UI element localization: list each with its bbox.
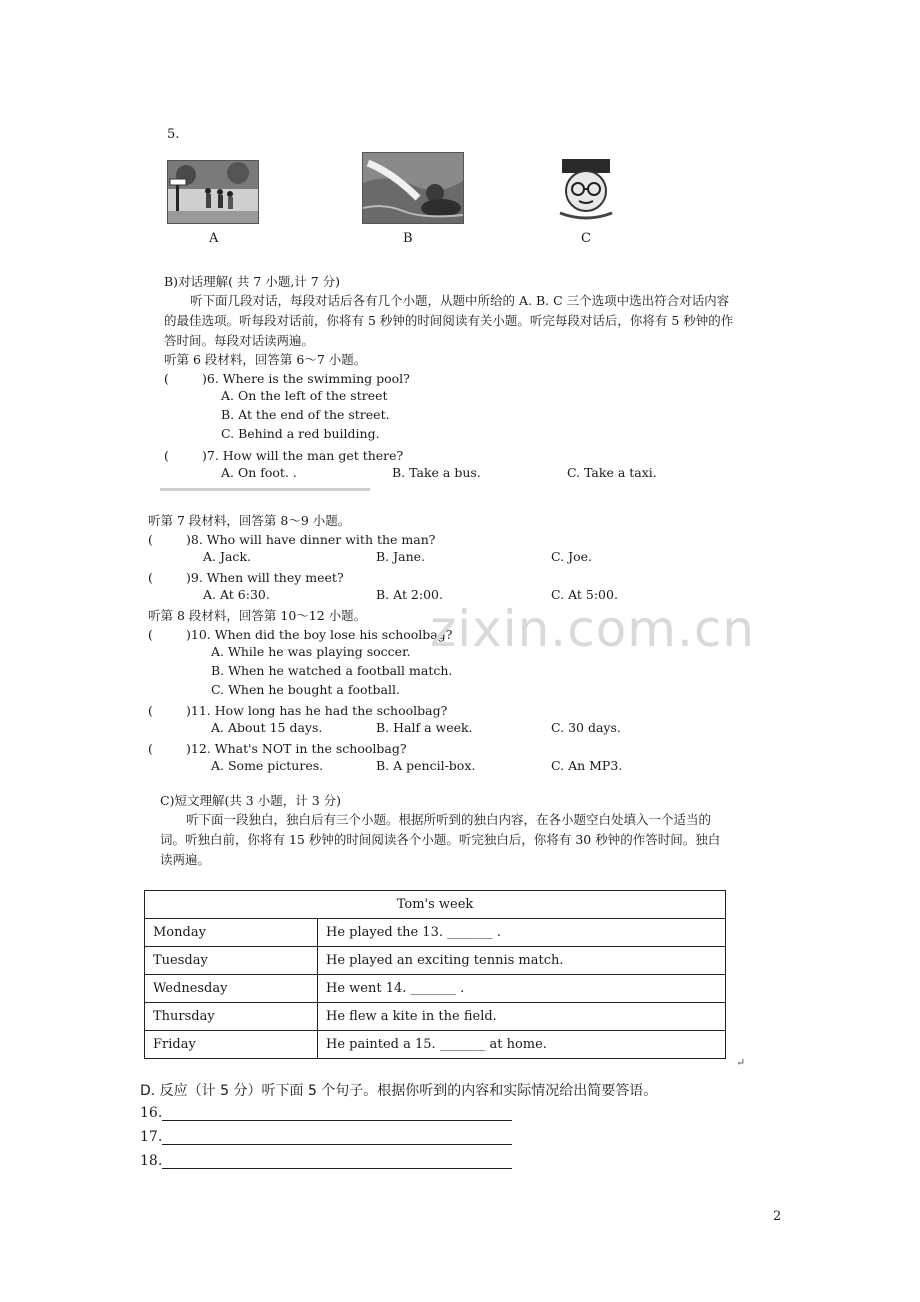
q12-option-a: A. Some pictures. <box>211 758 324 773</box>
table-activity-cell: He went 14. _______ . <box>318 975 726 1003</box>
answer-paren: ( <box>148 532 153 547</box>
q6-option-b: B. At the end of the street. <box>221 407 390 422</box>
q7-option-a: A. On foot. . <box>221 465 297 480</box>
answer-paren: ( <box>148 570 153 585</box>
section-d-title: D. 反应（计 5 分）听下面 5 个句子。根据你听到的内容和实际情况给出简要答语。 <box>140 1083 658 1099</box>
question-7-text: )7. How will the man get there? <box>202 448 404 463</box>
toms-week-table <box>144 890 726 1059</box>
question-9-text: )9. When will they meet? <box>186 570 344 585</box>
section-b-title: B)对话理解( 共 7 小题,计 7 分) <box>164 274 341 289</box>
picture-b-swimmer <box>362 152 464 224</box>
q9-option-a: A. At 6:30. <box>203 587 270 602</box>
picture-a-label: A <box>209 231 219 246</box>
question-6-text: )6. Where is the swimming pool? <box>202 371 410 386</box>
q9-option-b: B. At 2:00. <box>376 587 443 602</box>
q9-option-c: C. At 5:00. <box>551 587 618 602</box>
q11-option-c: C. 30 days. <box>551 720 621 735</box>
picture-c-cartoon-face <box>550 155 622 225</box>
picture-c-label: C <box>581 231 591 246</box>
table-header-row <box>145 891 726 919</box>
table-title: Tom's week <box>145 891 726 919</box>
question-10 <box>148 625 452 644</box>
q6-option-c: C. Behind a red building. <box>221 426 380 441</box>
answer-paren: ( <box>148 703 153 718</box>
section-c-instructions: 听下面一段独白，独白后有三个小题。根据所听到的独白内容，在各小题空白处填入一个适当的词。听独白前，你将有 15 秒钟的时间阅读各个小题。听完独白后，你将有 30 秒钟的作答时间。独白读两遍。 <box>160 812 721 867</box>
answer-number: 17. <box>140 1129 163 1145</box>
answer-line-16 <box>140 1104 512 1121</box>
q11-option-b: B. Half a week. <box>376 720 473 735</box>
answer-paren: ( <box>148 741 153 756</box>
answer-number: 16. <box>140 1105 163 1121</box>
table-row <box>145 1003 726 1031</box>
watermark: zixin.com.cn <box>430 600 756 658</box>
table-day-cell: Monday <box>145 919 318 947</box>
answer-line-17 <box>140 1128 512 1145</box>
table-activity-cell: He played an exciting tennis match. <box>318 947 726 975</box>
dialogue-6-heading: 听第 6 段材料，回答第 6～7 小题。 <box>164 352 367 367</box>
q10-option-c: C. When he bought a football. <box>211 682 400 697</box>
table-row <box>145 947 726 975</box>
table-row <box>145 975 726 1003</box>
question-9 <box>148 568 344 587</box>
scan-seam <box>160 488 370 491</box>
question-6 <box>164 369 410 388</box>
answer-blank[interactable] <box>162 1104 512 1121</box>
question-12 <box>148 739 407 758</box>
page-number: 2 <box>773 1209 782 1224</box>
dialogue-7-heading: 听第 7 段材料，回答第 8～9 小题。 <box>148 513 351 528</box>
question-11 <box>148 701 447 720</box>
table-activity-cell: He played the 13. _______ . <box>318 919 726 947</box>
return-mark-icon: ↵ <box>736 1056 746 1069</box>
q8-option-c: C. Joe. <box>551 549 592 564</box>
table-activity-cell: He painted a 15. _______ at home. <box>318 1031 726 1059</box>
table-day-cell: Friday <box>145 1031 318 1059</box>
q7-option-b: B. Take a bus. <box>392 465 481 480</box>
q8-option-a: A. Jack. <box>203 549 251 564</box>
question-8-text: )8. Who will have dinner with the man? <box>186 532 436 547</box>
answer-line-18 <box>140 1152 512 1169</box>
question-10-text: )10. When did the boy lose his schoolbag? <box>186 627 453 642</box>
table-day-cell: Tuesday <box>145 947 318 975</box>
picture-b-label: B <box>403 231 413 246</box>
q10-option-a: A. While he was playing soccer. <box>211 644 411 659</box>
table-activity-cell: He flew a kite in the field. <box>318 1003 726 1031</box>
question-11-text: )11. How long has he had the schoolbag? <box>186 703 448 718</box>
q11-option-a: A. About 15 days. <box>211 720 323 735</box>
table-row <box>145 919 726 947</box>
question-5-number: 5. <box>167 127 180 142</box>
question-7 <box>164 446 403 465</box>
answer-blank[interactable] <box>162 1128 512 1145</box>
table-row <box>145 1031 726 1059</box>
q10-option-b: B. When he watched a football match. <box>211 663 453 678</box>
question-8 <box>148 530 435 549</box>
section-b-instructions: 听下面几段对话，每段对话后各有几个小题，从题中所给的 A. B. C 三个选项中选出符合对话内容的最佳选项。听每段对话前，你将有 5 秒钟的时间阅读有关小题。听完每段对话后，你将有 5 秒钟的作答时间。每段对话读两遍。 <box>164 293 734 348</box>
q8-option-b: B. Jane. <box>376 549 426 564</box>
q12-option-c: C. An MP3. <box>551 758 623 773</box>
q7-option-c: C. Take a taxi. <box>567 465 657 480</box>
picture-a-basketball-players <box>167 160 259 224</box>
question-12-text: )12. What's NOT in the schoolbag? <box>186 741 407 756</box>
table-day-cell: Thursday <box>145 1003 318 1031</box>
q12-option-b: B. A pencil-box. <box>376 758 476 773</box>
answer-paren: ( <box>148 627 153 642</box>
dialogue-8-heading: 听第 8 段材料，回答第 10～12 小题。 <box>148 608 367 623</box>
answer-paren: ( <box>164 448 169 463</box>
answer-blank[interactable] <box>162 1152 512 1169</box>
q6-option-a: A. On the left of the street <box>221 388 388 403</box>
table-day-cell: Wednesday <box>145 975 318 1003</box>
answer-number: 18. <box>140 1153 163 1169</box>
answer-paren: ( <box>164 371 169 386</box>
section-c-title: C)短文理解(共 3 小题，计 3 分) <box>160 793 341 808</box>
